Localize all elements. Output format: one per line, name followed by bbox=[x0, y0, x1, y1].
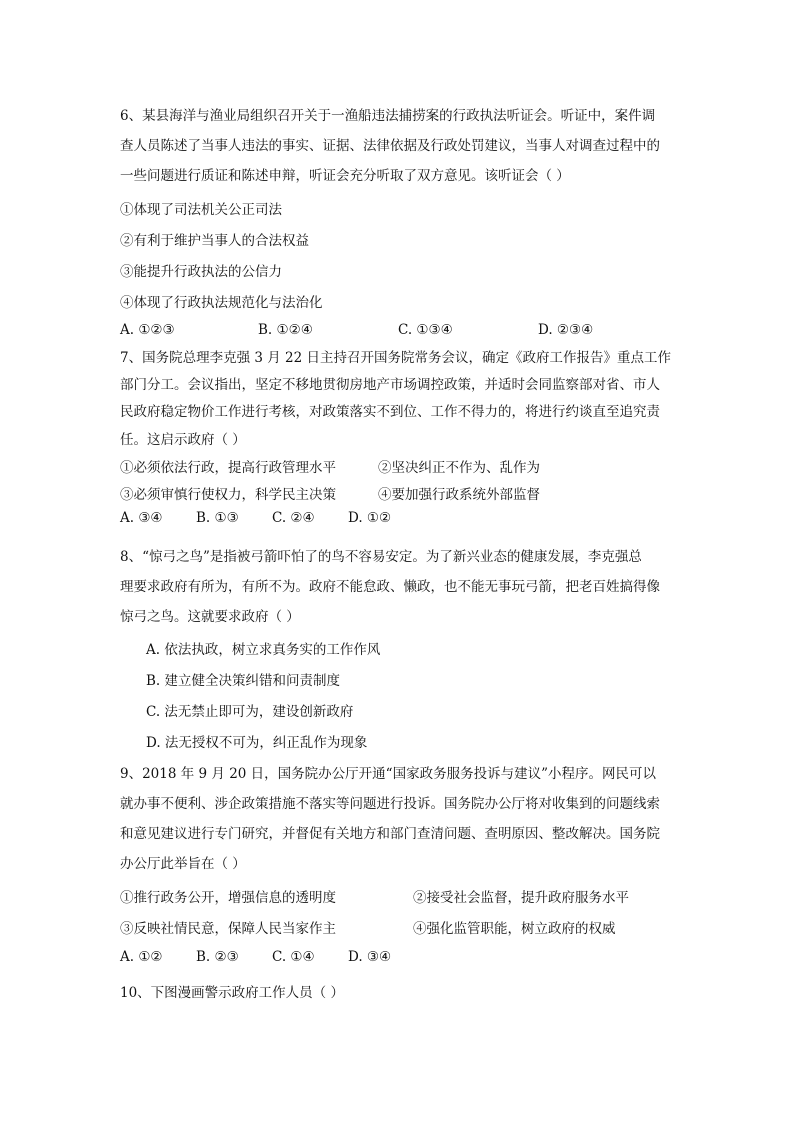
q6-item-3: ③能提升行政执法的公信力 bbox=[120, 264, 282, 280]
q6-item-4: ④体现了行政执法规范化与法治化 bbox=[120, 295, 323, 311]
q6-choice-a: A. ①②③ bbox=[120, 322, 175, 338]
q7-stem-line-4: 任。这启示政府（ ） bbox=[120, 432, 246, 448]
q9-item-1: ①推行政务公开，增强信息的透明度 bbox=[120, 890, 336, 906]
q9-stem-line-4: 办公厅此举旨在（ ） bbox=[120, 856, 246, 872]
q9-item-3: ③反映社情民意，保障人民当家作主 bbox=[120, 921, 336, 937]
q9-choice-b: B. ②③ bbox=[196, 949, 239, 965]
q9-choice-d: D. ③④ bbox=[348, 949, 392, 965]
q9-item-4: ④强化监管职能，树立政府的权威 bbox=[413, 921, 616, 937]
q7-stem-line-3: 民政府稳定物价工作进行考核，对政策落实不到位、工作不得力的，将进行约谈直至追究责 bbox=[120, 404, 660, 420]
q9-stem-line-1: 9、2018 年 9 月 20 日，国务院办公厅开通“国家政务服务投诉与建议”小程序。网民可以 bbox=[120, 766, 656, 782]
q8-stem-line-1: 8、“惊弓之鸟”是指被弓箭吓怕了的鸟不容易安定。为了新兴业态的健康发展，李克强总 bbox=[120, 549, 642, 565]
q6-item-2: ②有利于维护当事人的合法权益 bbox=[120, 233, 309, 249]
q6-choice-b: B. ①②④ bbox=[258, 322, 313, 338]
q8-stem-line-2: 理要求政府有所为，有所不为。政府不能怠政、懒政，也不能无事玩弓箭，把老百姓搞得像 bbox=[120, 579, 660, 595]
q6-stem-line-2: 查人员陈述了当事人违法的事实、证据、法律依据及行政处罚建议，当事人对调查过程中的 bbox=[120, 138, 660, 154]
q7-stem-line-2: 部门分工。会议指出，坚定不移地贯彻房地产市场调控政策，并适时会同监察部对省、市人 bbox=[120, 377, 660, 393]
q7-item-1: ①必须依法行政，提高行政管理水平 bbox=[120, 460, 336, 476]
q7-choice-a: A. ③④ bbox=[120, 510, 163, 526]
q7-item-4: ④要加强行政系统外部监督 bbox=[378, 487, 540, 503]
q7-choice-d: D. ①② bbox=[348, 510, 392, 526]
q9-choice-c: C. ①④ bbox=[272, 949, 315, 965]
q6-stem-line-1: 6、某县海洋与渔业局组织召开关于一渔船违法捕捞案的行政执法听证会。听证中，案件调 bbox=[120, 108, 656, 124]
q7-choice-b: B. ①③ bbox=[196, 510, 239, 526]
q7-choice-c: C. ②④ bbox=[272, 510, 315, 526]
q8-choice-a: A. 依法执政，树立求真务实的工作作风 bbox=[146, 642, 381, 658]
q6-choice-c: C. ①③④ bbox=[398, 322, 453, 338]
q6-choice-d: D. ②③④ bbox=[538, 322, 594, 338]
q7-item-3: ③必须审慎行使权力，科学民主决策 bbox=[120, 487, 336, 503]
q6-stem-line-3: 一些问题进行质证和陈述申辩，听证会充分听取了双方意见。该听证会（ ） bbox=[120, 168, 570, 184]
q8-choice-d: D. 法无授权不可为，纠正乱作为现象 bbox=[146, 735, 368, 751]
q8-stem-line-3: 惊弓之鸟。这就要求政府（ ） bbox=[120, 609, 300, 625]
q9-stem-line-2: 就办事不便利、涉企政策措施不落实等问题进行投诉。国务院办公厅将对收集到的问题线索 bbox=[120, 796, 660, 812]
q9-item-2: ②接受社会监督，提升政府服务水平 bbox=[413, 890, 629, 906]
q9-choice-a: A. ①② bbox=[120, 949, 163, 965]
q8-choice-c: C. 法无禁止即可为，建设创新政府 bbox=[146, 704, 354, 720]
q7-item-2: ②坚决纠正不作为、乱作为 bbox=[378, 460, 540, 476]
q9-stem-line-3: 和意见建议进行专门研究，并督促有关地方和部门查清问题、查明原因、整改解决。国务院 bbox=[120, 826, 660, 842]
q7-stem-line-1: 7、国务院总理李克强 3 月 22 日主持召开国务院常务会议，确定《政府工作报告》重点工作 bbox=[120, 350, 672, 366]
q10-stem-line-1: 10、下图漫画警示政府工作人员（ ） bbox=[120, 985, 344, 1001]
q8-choice-b: B. 建立健全决策纠错和问责制度 bbox=[146, 673, 341, 689]
q6-item-1: ①体现了司法机关公正司法 bbox=[120, 202, 282, 218]
